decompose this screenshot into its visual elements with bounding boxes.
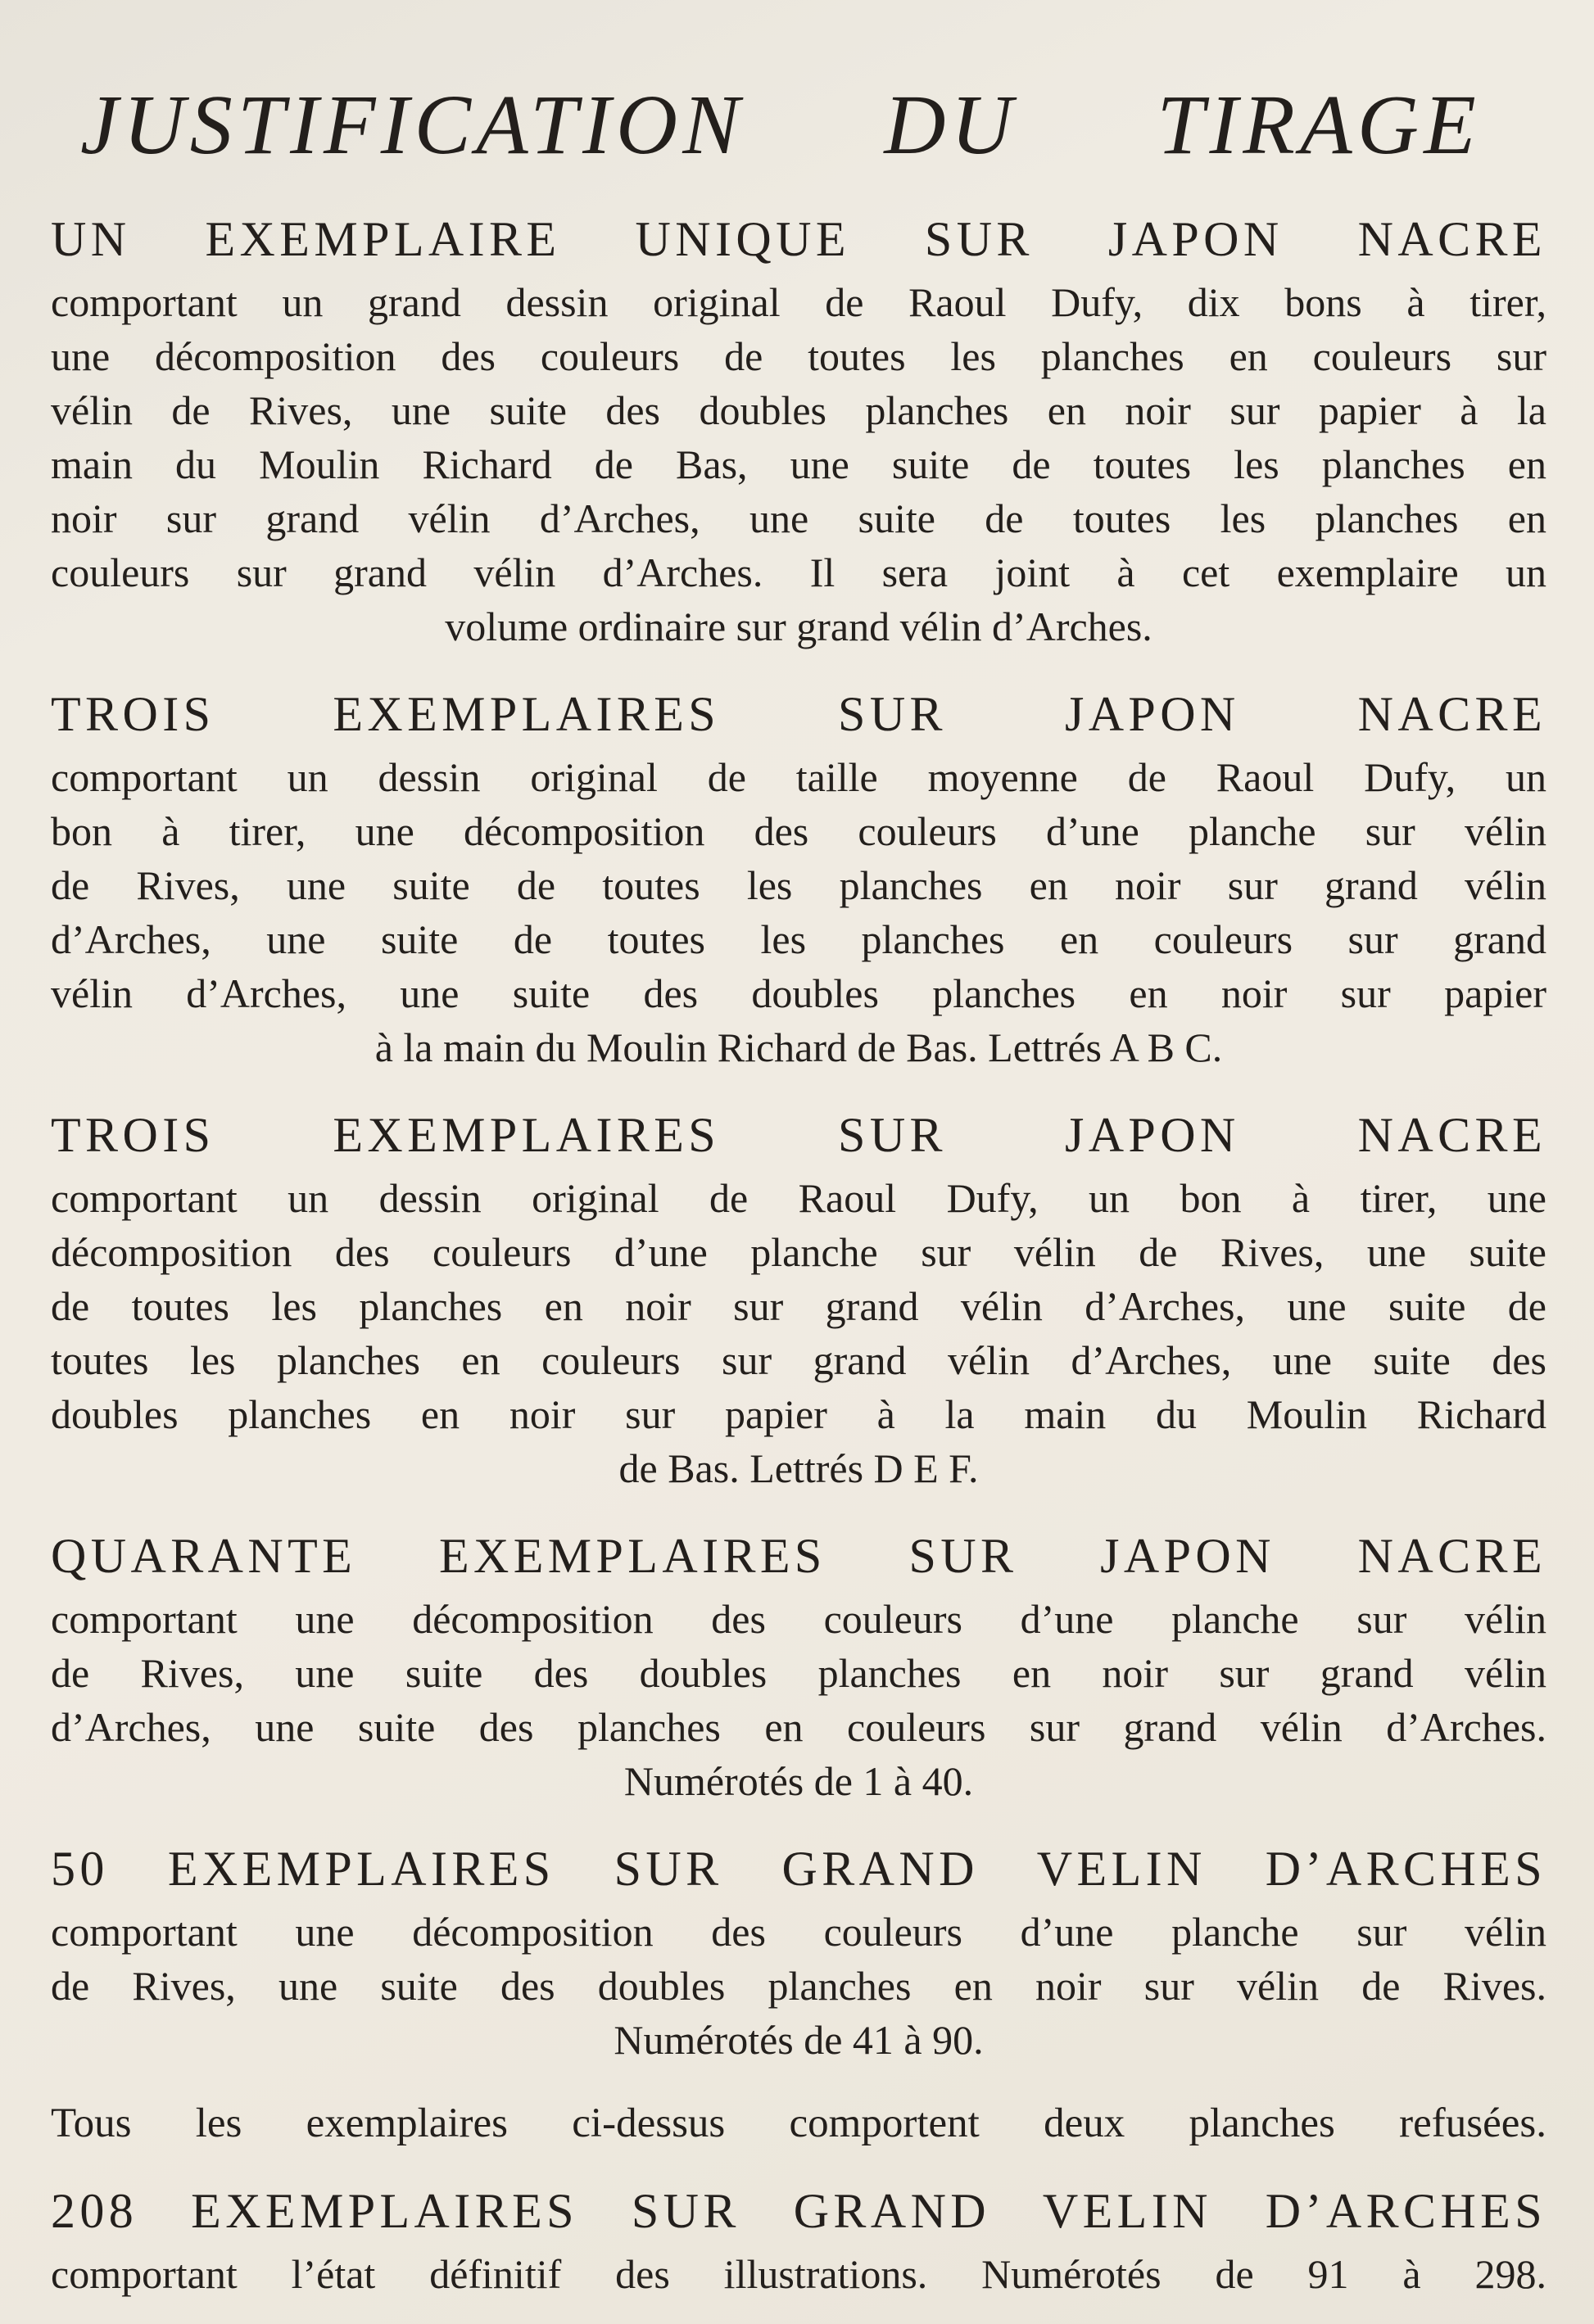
body-line: comportant une décomposition des couleurs d’une planche sur vélin xyxy=(51,1909,1546,1955)
section-heading: QUARANTE EXEMPLAIRES SUR JAPON NACRE xyxy=(51,1529,1546,1583)
body-line: de Rives, une suite des doubles planches en noir sur vélin de Rives. xyxy=(51,1963,1546,2009)
body-line: d’Arches, une suite des planches en couleurs sur grand vélin d’Arches. xyxy=(51,1704,1546,1750)
section-heading: 50 EXEMPLAIRES SUR GRAND VELIN D’ARCHES xyxy=(51,1842,1546,1896)
section-208-exemplaires xyxy=(51,2180,1546,2301)
body-line: de Rives, une suite de toutes les planches en noir sur grand vélin xyxy=(51,862,1546,908)
section-heading: 208 EXEMPLAIRES SUR GRAND VELIN D’ARCHES xyxy=(51,2184,1546,2238)
body-line: comportant un grand dessin original de Raoul Dufy, dix bons à tirer, xyxy=(51,279,1546,325)
closing-line: Numérotés de 1 à 40. xyxy=(623,1758,974,1804)
body-line: noir sur grand vélin d’Arches, une suite de toutes les planches en xyxy=(51,495,1546,541)
section-heading: TROIS EXEMPLAIRES SUR JAPON NACRE xyxy=(51,1108,1546,1162)
section-trois-exemplaires-abc xyxy=(51,683,1546,1074)
body-line: d’Arches, une suite de toutes les planches en couleurs sur grand xyxy=(51,916,1546,962)
body-line: toutes les planches en couleurs sur grand vélin d’Arches, une suite des xyxy=(51,1337,1546,1383)
body-line: comportant un dessin original de Raoul Dufy, un bon à tirer, une xyxy=(51,1175,1546,1221)
closing-line: volume ordinaire sur grand vélin d’Arches. xyxy=(445,604,1152,649)
section-exemplaire-unique xyxy=(51,208,1546,653)
body-line: comportant l’état définitif des illustrations. Numérotés de 91 à 298. xyxy=(51,2251,1546,2297)
closing-line: à la main du Moulin Richard de Bas. Lettrés A B C. xyxy=(374,1024,1223,1070)
body-line: comportant une décomposition des couleurs d’une planche sur vélin xyxy=(51,1596,1546,1642)
section-heading: TROIS EXEMPLAIRES SUR JAPON NACRE xyxy=(51,687,1546,741)
body-line: main du Moulin Richard de Bas, une suite de toutes les planches en xyxy=(51,441,1546,487)
body-line: vélin de Rives, une suite des doubles planches en noir sur papier à la xyxy=(51,387,1546,433)
body-line: décomposition des couleurs d’une planche sur vélin de Rives, une suite xyxy=(51,1229,1546,1275)
closing-line: de Bas. Lettrés D E F. xyxy=(618,1445,979,1491)
body-line: une décomposition des couleurs de toutes les planches en couleurs sur xyxy=(51,333,1546,379)
body-line: couleurs sur grand vélin d’Arches. Il sera joint à cet exemplaire un xyxy=(51,549,1546,595)
body-line: de Rives, une suite des doubles planches en noir sur grand vélin xyxy=(51,1650,1546,1696)
body-line: doubles planches en noir sur papier à la main du Moulin Richard xyxy=(51,1391,1546,1437)
section-quarante-exemplaires xyxy=(51,1525,1546,1808)
section-heading: UN EXEMPLAIRE UNIQUE SUR JAPON NACRE xyxy=(51,212,1546,266)
closing-line: Numérotés de 41 à 90. xyxy=(614,2017,984,2063)
body-line: vélin d’Arches, une suite des doubles planches en noir sur papier xyxy=(51,970,1546,1016)
section-cinquante-exemplaires xyxy=(51,1838,1546,2067)
section-trois-exemplaires-def xyxy=(51,1104,1546,1495)
body-line: bon à tirer, une décomposition des couleurs d’une planche sur vélin xyxy=(51,808,1546,854)
body-line: de toutes les planches en noir sur grand vélin d’Arches, une suite de xyxy=(51,1283,1546,1329)
body-line: comportant un dessin original de taille moyenne de Raoul Dufy, un xyxy=(51,754,1546,800)
note-planches-refusees: Tous les exemplaires ci-dessus comportent deux planches refusées. xyxy=(51,2100,1546,2146)
page-title: JUSTIFICATION DU TIRAGE xyxy=(80,78,1481,172)
